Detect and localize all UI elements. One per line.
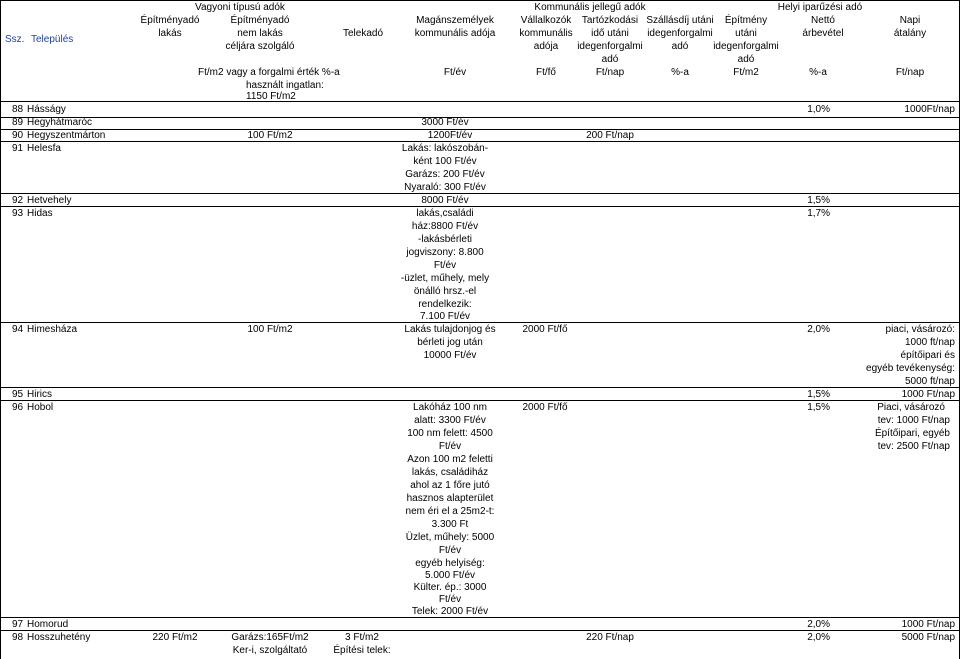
row-settlement: Hegyhátmaróc	[27, 117, 93, 128]
unit-col6: Ft/nap	[595, 67, 625, 78]
header-col7-l3: adó	[671, 41, 689, 52]
row-settlement: Homorud	[27, 619, 69, 630]
cell-daily-flat-l4: egyéb tevékenység:	[866, 363, 955, 374]
cell-daily-flat-l5: 5000 ft/nap	[904, 376, 955, 387]
cell-land-tax-l1: 3 Ft/m2	[345, 632, 379, 643]
cell-net-revenue: 1,0%	[807, 104, 830, 115]
cell-daily-flat-l4: tev: 2500 Ft/nap	[877, 441, 950, 452]
header-group-helyi: Helyi iparűzési adó	[777, 2, 863, 13]
row-settlement: Helesfa	[27, 143, 61, 154]
cell-daily-flat-l1: piaci, vásározó:	[885, 324, 955, 335]
unit-note-line1: használt ingatlan:	[246, 80, 324, 91]
header-col4-l1: Magánszemélyek	[416, 15, 494, 26]
unit-col1: Ft/m2 vagy a forgalmi érték %-a	[198, 67, 340, 78]
cell-building-nonres-l2: Ker-i, szolgáltató	[232, 645, 308, 656]
header-col8-l4: adó	[737, 54, 755, 65]
cell-private-communal-l11: Üzlet, műhely: 5000	[405, 532, 495, 543]
cell-net-revenue: 1,7%	[807, 208, 830, 219]
row-settlement: Hirics	[27, 389, 52, 400]
header-col9-l2: árbevétel	[802, 28, 844, 39]
row-settlement: Hosszuhetény	[27, 632, 91, 643]
cell-daily-flat-l2: tev: 1000 Ft/nap	[877, 415, 950, 426]
cell-net-revenue: 1,5%	[807, 195, 830, 206]
cell-daily-flat: 1000 Ft/nap	[901, 619, 955, 630]
header-col5-l3: adója	[533, 41, 559, 52]
header-col8-l2: utáni	[735, 28, 757, 39]
cell-stay-tourism: 200 Ft/nap	[586, 130, 634, 141]
header-col4-l2: kommunális adója	[414, 28, 496, 39]
cell-private-communal: 1200Ft/év	[427, 130, 473, 141]
header-col5-l1: Vállalkozók	[520, 15, 572, 26]
grid-line	[0, 0, 1, 659]
row-ssz: 95	[12, 389, 24, 400]
cell-business-communal: 2000 Ft/fő	[522, 402, 568, 413]
row-ssz: 92	[12, 195, 24, 206]
cell-land-tax-l2: Építési telek:	[333, 645, 391, 656]
cell-building-nonres: 100 Ft/m2	[247, 324, 293, 335]
header-col6-l3: idegenforgalmi	[577, 41, 643, 52]
row-settlement: Hásságy	[27, 104, 66, 115]
cell-private-communal-l4: Ft/év	[438, 441, 462, 452]
header-col3: Telekadó	[342, 28, 384, 39]
cell-daily-flat-l1: Piaci, vásározó	[877, 402, 945, 413]
unit-col10: Ft/nap	[895, 67, 925, 78]
grid-line	[0, 101, 960, 102]
row-settlement: Hetvehely	[27, 195, 72, 206]
cell-private-communal-l1: Lakás: lakószobán-	[401, 143, 489, 154]
header-col2-l3: céljára szolgáló	[225, 41, 295, 52]
cell-private-communal-l2: ház:8800 Ft/év	[411, 221, 479, 232]
cell-private-communal: 8000 Ft/év	[421, 195, 469, 206]
cell-private-communal-l12: Ft/év	[438, 545, 462, 556]
cell-private-communal-l4: jogviszony: 8.800	[406, 247, 484, 258]
cell-private-communal-l3: 10000 Ft/év	[423, 350, 477, 361]
cell-building-nonres-l1: Garázs:165Ft/m2	[231, 632, 309, 643]
row-ssz: 91	[12, 143, 24, 154]
row-ssz: 93	[12, 208, 24, 219]
cell-private-communal-l17: Telek: 2000 Ft/év	[411, 606, 489, 617]
unit-note-line2: 1150 Ft/m2	[246, 91, 296, 102]
row-ssz: 96	[12, 402, 24, 413]
cell-private-communal-l3: -lakásbérleti	[418, 234, 472, 245]
header-col5-l2: kommunális	[519, 28, 573, 39]
unit-col7: %-a	[671, 67, 689, 78]
cell-daily-flat: 1000 Ft/nap	[901, 389, 955, 400]
cell-daily-flat-l2: 1000 ft/nap	[904, 337, 955, 348]
cell-private-communal-l13: egyéb helyiség:	[415, 558, 485, 569]
cell-daily-flat: 1000Ft/nap	[904, 104, 955, 115]
cell-private-communal-l5: Azon 100 m2 feletti	[407, 454, 493, 465]
unit-col9: %-a	[809, 67, 827, 78]
header-col10-l1: Napi	[899, 15, 921, 26]
header-col8-l1: Építmény	[724, 15, 768, 26]
cell-net-revenue: 2,0%	[807, 324, 830, 335]
cell-private-communal-l14: 5.000 Ft/év	[424, 570, 476, 581]
header-telepules: Település	[31, 34, 74, 45]
row-ssz: 98	[12, 632, 24, 643]
cell-private-communal-l2: bérleti jog után	[417, 337, 483, 348]
header-col7-l1: Szállásdíj utáni	[646, 15, 714, 26]
unit-col4: Ft/év	[443, 67, 467, 78]
row-ssz: 89	[12, 117, 24, 128]
cell-daily-flat: 5000 Ft/nap	[901, 632, 955, 643]
header-col1-l2: lakás	[158, 28, 182, 39]
cell-private-communal-l15: Külter. ép.: 3000	[413, 582, 487, 593]
cell-private-communal-l1: lakás,családi	[416, 208, 474, 219]
cell-net-revenue: 2,0%	[807, 632, 830, 643]
header-col2-l2: nem lakás	[237, 28, 283, 39]
cell-private-communal-l6: lakás, családiház	[411, 467, 489, 478]
cell-daily-flat-l3: Építőipari, egyéb	[874, 428, 950, 439]
header-col6-l4: adó	[601, 54, 619, 65]
cell-private-communal-l7: önálló hrsz.-el	[413, 286, 477, 297]
header-col6-l2: idő utáni	[591, 28, 629, 39]
cell-private-communal-l9: nem éri el a 25m2-t:	[405, 506, 495, 517]
cell-building-nonres: 100 Ft/m2	[247, 130, 293, 141]
cell-net-revenue: 2,0%	[807, 619, 830, 630]
cell-private-communal-l1: Lakás tulajdonjog és	[404, 324, 496, 335]
header-col2-l1: Építményadó	[230, 15, 290, 26]
cell-private-communal-l2: ként 100 Ft/év	[413, 156, 477, 167]
cell-private-communal-l8: rendelkezik:	[418, 299, 472, 310]
cell-private-communal-l3: Garázs: 200 Ft/év	[405, 169, 485, 180]
row-settlement: Hobol	[27, 402, 54, 413]
unit-col8: Ft/m2	[733, 67, 759, 78]
cell-private-communal-l1: Lakóház 100 nm	[413, 402, 487, 413]
cell-building-res: 220 Ft/m2	[152, 632, 198, 643]
row-ssz: 94	[12, 324, 24, 335]
cell-private-communal: 3000 Ft/év	[421, 117, 469, 128]
cell-private-communal-l5: Ft/év	[433, 260, 457, 271]
cell-net-revenue: 1,5%	[807, 389, 830, 400]
cell-business-communal: 2000 Ft/fő	[522, 324, 568, 335]
cell-private-communal-l16: Ft/év	[438, 594, 462, 605]
cell-private-communal-l4: Nyaraló: 300 Ft/év	[404, 182, 486, 193]
row-settlement: Himesháza	[27, 324, 78, 335]
cell-private-communal-l2: alatt: 3300 Ft/év	[414, 415, 486, 426]
cell-stay-tourism: 220 Ft/nap	[586, 632, 634, 643]
header-ssz: Ssz.	[5, 34, 25, 45]
row-ssz: 97	[12, 619, 24, 630]
row-settlement: Hidas	[27, 208, 53, 219]
header-col1-l1: Építményadó	[140, 15, 200, 26]
cell-daily-flat-l3: építőipari és	[900, 350, 955, 361]
cell-net-revenue: 1,5%	[807, 402, 830, 413]
cell-private-communal-l3: 100 nm felett: 4500	[407, 428, 493, 439]
header-col8-l3: idegenforgalmi	[713, 41, 779, 52]
header-col9-l1: Nettó	[811, 15, 835, 26]
unit-col5: Ft/fő	[535, 67, 556, 78]
cell-private-communal-l7: ahol az 1 főre jutó	[410, 480, 490, 491]
cell-private-communal-l8: hasznos alapterület	[406, 493, 494, 504]
row-settlement: Hegyszentmárton	[27, 130, 106, 141]
header-group-vagyoni: Vagyoni típusú adók	[195, 2, 285, 13]
header-group-kommunalis: Kommunális jellegű adók	[534, 2, 646, 13]
header-col10-l2: átalány	[893, 28, 927, 39]
cell-private-communal-l10: 3.300 Ft	[431, 519, 469, 530]
row-ssz: 90	[12, 130, 24, 141]
cell-private-communal-l9: 7.100 Ft/év	[419, 311, 471, 322]
header-col6-l1: Tartózkodási	[581, 15, 639, 26]
row-ssz: 88	[12, 104, 24, 115]
cell-private-communal-l6: -üzlet, műhely, mely	[400, 273, 490, 284]
header-col7-l2: idegenforgalmi	[647, 28, 713, 39]
